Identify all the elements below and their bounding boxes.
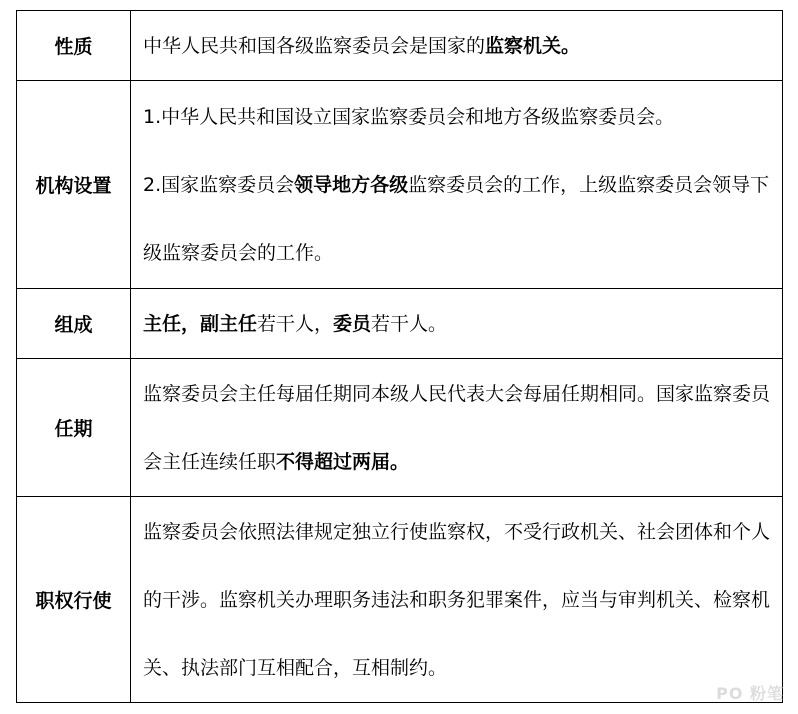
text-segment: 中华人民共和国各级监察委员会是国家的 [143, 34, 486, 57]
text-segment-bold: 。 [561, 34, 581, 57]
content-powers [131, 497, 783, 703]
text-segment-bold: 主任，副主任 [143, 312, 258, 335]
info-table [16, 10, 783, 703]
label-powers: 职权行使 [17, 497, 131, 703]
text-segment-bold: 不得超过两届 [276, 450, 391, 473]
content-term [131, 359, 783, 497]
text-segment-bold: 领导地方各级 [294, 173, 409, 196]
paragraph-2 [143, 151, 772, 287]
row-nature [17, 11, 783, 81]
text-segment: 监察委员会依照法律规定独立行使监察权，不受行政机关、社会团体和个人的干涉。监察机关办理职务违法和职务犯罪案件，应当与审判机关、检察机关、执法部门互相配合，互相制约。 [143, 520, 771, 679]
info-table-body [17, 11, 783, 703]
watermark-logo: PO 粉笔 [716, 684, 784, 703]
row-organization [17, 81, 783, 289]
label-organization: 机构设置 [17, 81, 131, 289]
row-composition [17, 289, 783, 359]
text-segment: 若干人， [257, 312, 334, 335]
text-segment: 监察委员会主任每届任期同本级人民代表大会每届任期相同。国家监察委员会主任连续任职 [143, 382, 771, 473]
text-segment: 1.中华人民共和国设立国家监察委员会和地方各级监察委员会。 [143, 105, 675, 128]
text-segment-bold: 委员 [333, 312, 372, 335]
content-organization [131, 81, 783, 289]
label-nature: 性质 [17, 11, 131, 81]
label-composition: 组成 [17, 289, 131, 359]
paragraph-1 [143, 83, 772, 151]
text-segment-bold: 监察机关 [485, 34, 562, 57]
text-segment: 若干人。 [371, 312, 448, 335]
row-term [17, 359, 783, 497]
text-segment: 2.国家监察委员会 [143, 173, 295, 196]
content-composition [131, 289, 783, 359]
text-segment-bold: 。 [390, 450, 410, 473]
row-powers [17, 497, 783, 703]
text-segment: 监察委员会的工作，上级监察委员会领导下级监察委员会的工作。 [143, 173, 770, 264]
label-term: 任期 [17, 359, 131, 497]
content-nature [131, 11, 783, 81]
